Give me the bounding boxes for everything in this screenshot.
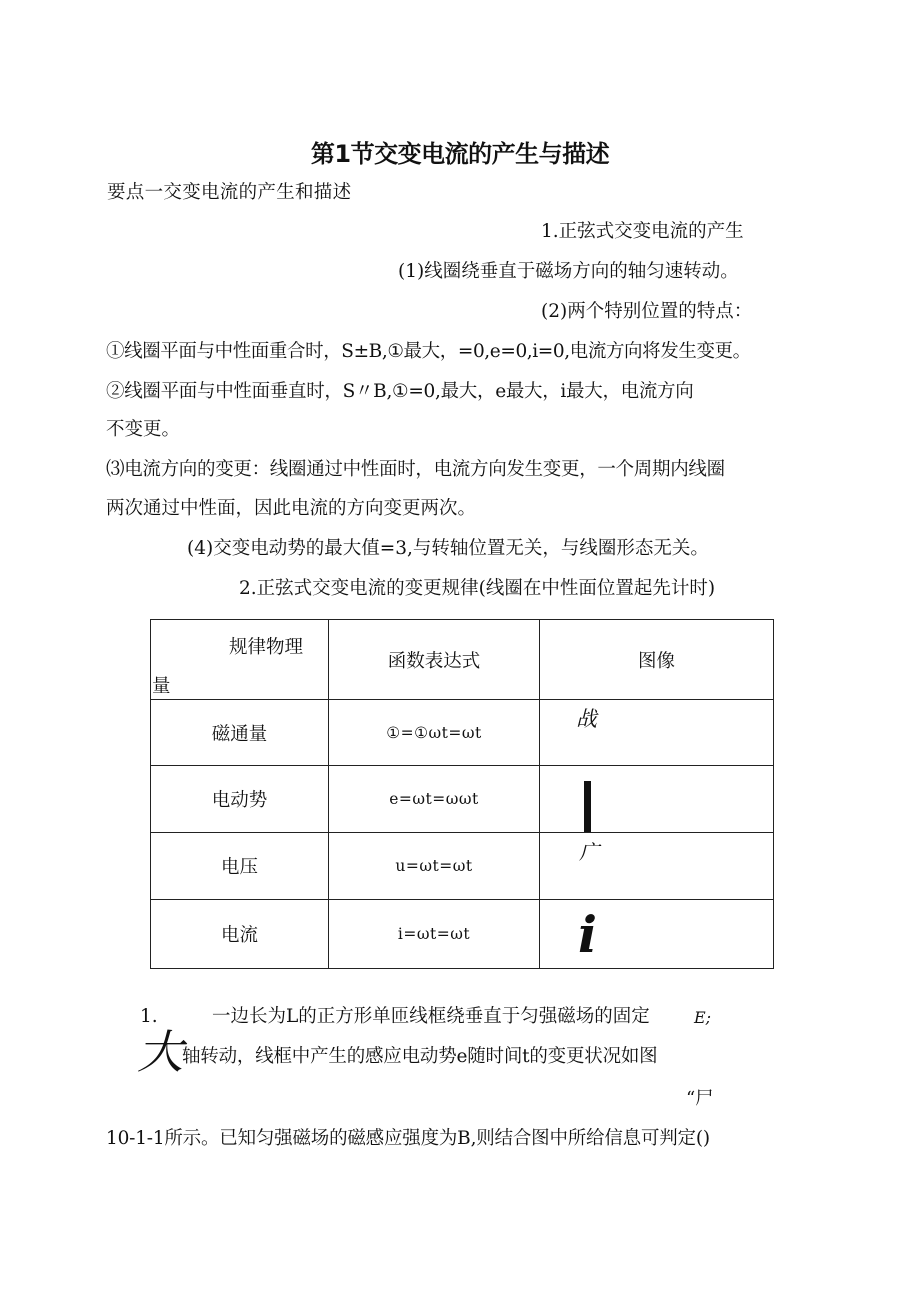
quantity-cell: 电流 xyxy=(151,900,329,969)
paragraph-line: ②线圈平面与中性面垂直时，S〃B,①=0,最大，e最大，i最大，电流方向 xyxy=(106,381,694,402)
section-heading: 要点一交变电流的产生和描述 xyxy=(107,182,352,203)
paragraph-line: 两次通过中性面，因此电流的方向变更两次。 xyxy=(106,498,477,519)
voltage-graph-glyph: 广 xyxy=(579,840,599,864)
problem-line: 一边长为L的正方形单匝线框绕垂直于匀强磁场的固定 xyxy=(212,1006,650,1027)
paragraph-line: (4)交变电动势的最大值=3,与转轴位置无关，与线圈形态无关。 xyxy=(187,538,709,559)
header-image: 图像 xyxy=(540,620,774,700)
image-cell xyxy=(540,766,774,833)
flux-graph-glyph: 战 xyxy=(576,707,597,731)
paragraph-line: (1)线圈绕垂直于磁场方向的轴匀速转动。 xyxy=(398,261,739,282)
formula-cell: ①=①ωt=ωt xyxy=(329,700,540,766)
problem-line: 10-1-1所示。已知匀强磁场的磁感应强度为B,则结合图中所给信息可判定() xyxy=(106,1128,710,1149)
image-cell xyxy=(540,700,774,766)
paragraph-line: 2.正弦式交变电流的变更规律(线圈在中性面位置起先计时) xyxy=(239,578,716,599)
page-title: 第1节交变电流的产生与描述 xyxy=(310,140,610,168)
problem-line: 轴转动，线框中产生的感应电动势e随时间t的变更状况如图 xyxy=(182,1046,658,1067)
quantity-cell: 电压 xyxy=(151,833,329,900)
table-row xyxy=(151,766,774,833)
formula-cell: u=ωt=ωt xyxy=(329,833,540,900)
paragraph-line: 1.正弦式交变电流的产生 xyxy=(541,221,744,242)
table-row xyxy=(151,700,774,766)
quantity-cell: 电动势 xyxy=(151,766,329,833)
header-corner-bottom: 量 xyxy=(152,676,171,697)
image-cell xyxy=(540,900,774,969)
header-corner-top: 规律物理 xyxy=(229,637,304,658)
quantity-cell: 磁通量 xyxy=(151,700,329,766)
paragraph-line: ⑶电流方向的变更：线圈通过中性面时，电流方向发生变更，一个周期内线圈 xyxy=(106,459,725,480)
large-character: 大 xyxy=(137,1025,183,1079)
paragraph-line: (2)两个特别位置的特点： xyxy=(541,301,753,322)
emf-graph-mark xyxy=(584,781,591,832)
paragraph-line: 不变更。 xyxy=(106,419,181,440)
problem-number: 1. xyxy=(140,1006,158,1027)
rules-table xyxy=(150,619,774,969)
table-row xyxy=(151,900,774,969)
margin-mark: “尸 xyxy=(686,1088,714,1109)
formula-cell: e=ωt=ωωt xyxy=(329,766,540,833)
table-header-row xyxy=(151,620,774,700)
formula-cell: i=ωt=ωt xyxy=(329,900,540,969)
image-cell xyxy=(540,833,774,900)
header-corner-cell xyxy=(151,620,329,700)
paragraph-line: ①线圈平面与中性面重合时，S±B,①最大，=0,e=0,i=0,电流方向将发生变更。 xyxy=(106,341,751,362)
table-row xyxy=(151,833,774,900)
header-formula: 函数表达式 xyxy=(329,620,540,700)
margin-mark: E; xyxy=(694,1008,712,1027)
current-graph-glyph: i xyxy=(578,905,597,964)
